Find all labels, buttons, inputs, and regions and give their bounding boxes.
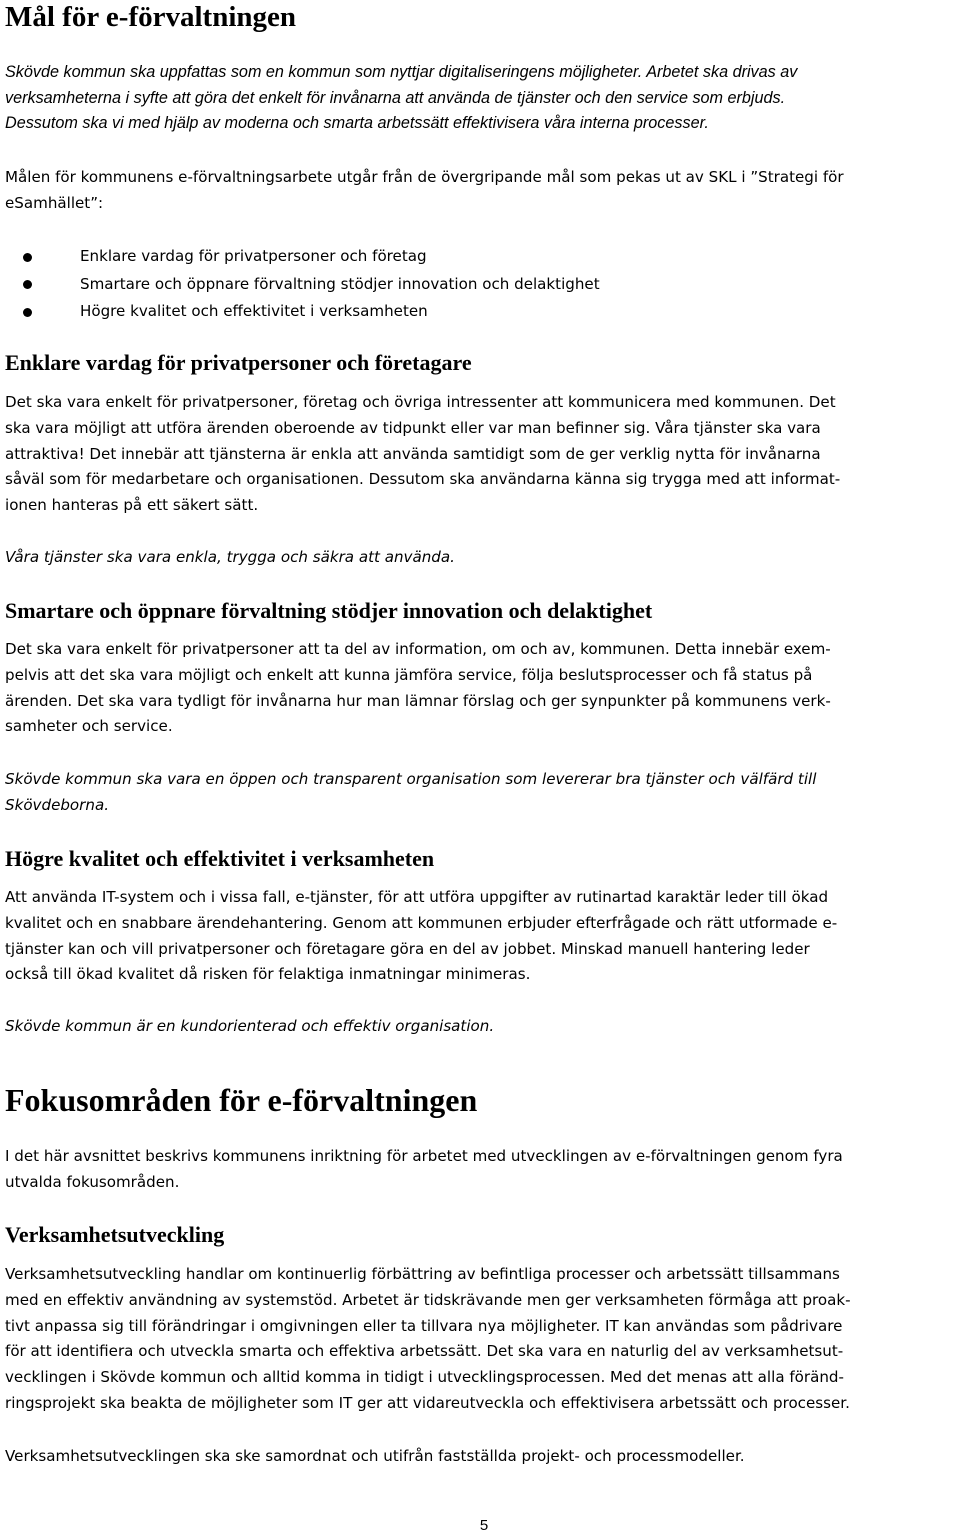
page-number: 5 xyxy=(479,1517,489,1534)
text-line: vecklingen i Skövde kommun och alltid komma in tidigt i utvecklingsprocessen. Med det menas att alla föränd- xyxy=(5,1368,844,1387)
focus-areas-title: Fokusområden för e-förvaltningen xyxy=(5,1082,478,1118)
section-paragraph xyxy=(5,885,959,988)
section-heading-higher-quality: Högre kvalitet och effektivitet i verksamheten xyxy=(5,846,435,871)
goals-intro-line: eSamhället”: xyxy=(5,193,104,212)
goal-text: Enklare vardag för privatpersoner och företag xyxy=(80,247,427,265)
text-line: också till ökad kvalitet då risken för felaktiga inmatningar minimeras. xyxy=(5,965,531,984)
section-summary: Skövde kommun är en kundorienterad och effektiv organisation. xyxy=(5,1017,495,1035)
page-title: Mål för e-förvaltningen xyxy=(5,1,297,33)
list-item xyxy=(22,243,922,271)
section-heading-simpler-everyday: Enklare vardag för privatpersoner och företagare xyxy=(5,350,472,375)
section-summary xyxy=(5,767,959,819)
text-line: ionen hanteras på ett säkert sätt. xyxy=(5,496,259,515)
text-line: I det här avsnittet beskrivs kommunens inriktning för arbetet med utvecklingen av e-förvaltningen genom fyra xyxy=(5,1147,843,1165)
text-line: Skövde kommun ska vara en öppen och transparent organisation som levererar bra tjänster och välfärd till xyxy=(5,770,817,788)
section-summary: Våra tjänster ska vara enkla, trygga och säkra att använda. xyxy=(5,548,455,566)
text-line: såväl som för medarbetare och organisationen. Dessutom ska användarna känna sig trygga med att informat- xyxy=(5,470,841,489)
text-line: samheter och service. xyxy=(5,717,173,736)
bullet-icon xyxy=(23,280,32,289)
goal-text: Smartare och öppnare förvaltning stödjer innovation och delaktighet xyxy=(80,274,600,293)
intro-paragraph xyxy=(5,60,960,137)
section-paragraph xyxy=(5,1262,959,1417)
text-line: attraktiva! Det innebär att tjänsterna är enkla att använda samtidigt som de ger verklig nytta för invånarna xyxy=(5,444,821,463)
text-line: ärenden. Det ska vara tydligt för invånarna hur man lämnar förslag och ger synpunkter på kommunens verk- xyxy=(5,691,831,710)
bullet-icon xyxy=(23,308,32,317)
text-line: utvalda fokusområden. xyxy=(5,1172,180,1191)
section-paragraph xyxy=(5,390,959,519)
text-line: tivt anpassa sig till förändringar i omgivningen eller ta tillvara nya möjligheter. IT kan användas som pådrivare xyxy=(5,1316,843,1335)
goals-intro-line: Målen för kommunens e-förvaltningsarbete utgår från de övergripande mål som pekas ut av SKL i ”Strategi för xyxy=(5,168,844,186)
text-line: Det ska vara enkelt för privatpersoner att ta del av information, om och av, kommunen. Detta innebär exem- xyxy=(5,640,831,658)
goals-intro-paragraph xyxy=(5,165,959,217)
closing-paragraph: Verksamhetsutvecklingen ska ske samordnat och utifrån fastställda projekt- och processmodeller. xyxy=(5,1447,745,1465)
text-line: Verksamhetsutveckling handlar om kontinuerlig förbättring av befintliga processer och arbetssätt tillsammans xyxy=(5,1265,840,1283)
text-line: ska vara möjligt att utföra ärenden oberoende av tidpunkt eller var man befinner sig. Våra tjänster ska vara xyxy=(5,418,821,437)
text-line: för att identifiera och utveckla smarta och effektiva arbetssätt. Det ska vara en naturlig del av verksamhetsut- xyxy=(5,1342,844,1361)
text-line: kvalitet och en snabbare ärendehantering. Genom att kommunen erbjuder efterfrågade och rätt utformade e- xyxy=(5,913,838,932)
text-line: med en effektiv användning av systemstöd. Arbetet är tidskrävande men ger verksamheten förmåga att proak- xyxy=(5,1290,851,1309)
text-line: ringsprojekt ska beakta de möjligheter som IT ger att vidareutveckla och effektivisera arbetssätt och processer. xyxy=(5,1393,850,1412)
intro-line: verksamheterna i syfte att göra det enkelt för invånarna att använda de tjänster och den service som erbjuds. xyxy=(5,88,786,107)
goals-list xyxy=(22,243,922,326)
intro-line: Dessutom ska vi med hjälp av moderna och smarta arbetssätt effektivisera våra interna processer. xyxy=(5,114,709,132)
text-line: Skövdeborna. xyxy=(5,795,109,814)
intro-line: Skövde kommun ska uppfattas som en kommun som nyttjar digitaliseringens möjligheter. Arbetet ska drivas av xyxy=(5,63,798,81)
text-line: tjänster kan och vill privatpersoner och företagare göra en del av jobbet. Minskad manuell hantering leder xyxy=(5,939,810,958)
text-line: pelvis att det ska vara möjligt och enkelt att kunna jämföra service, följa beslutsprocesser och få status på xyxy=(5,665,813,684)
section-heading-business-development: Verksamhetsutveckling xyxy=(5,1222,225,1247)
section-heading-smarter-administration: Smartare och öppnare förvaltning stödjer innovation och delaktighet xyxy=(5,598,653,623)
list-item xyxy=(22,271,922,299)
focus-intro-paragraph xyxy=(5,1144,959,1196)
section-paragraph xyxy=(5,637,959,740)
list-item xyxy=(22,298,922,326)
goal-text: Högre kvalitet och effektivitet i verksamheten xyxy=(80,302,428,320)
bullet-icon xyxy=(23,253,32,262)
text-line: Att använda IT-system och i vissa fall, e-tjänster, för att utföra uppgifter av rutinartad karaktär leder till ökad xyxy=(5,888,829,906)
text-line: Det ska vara enkelt för privatpersoner, företag och övriga intressenter att kommunicera med kommunen. Det xyxy=(5,393,836,411)
